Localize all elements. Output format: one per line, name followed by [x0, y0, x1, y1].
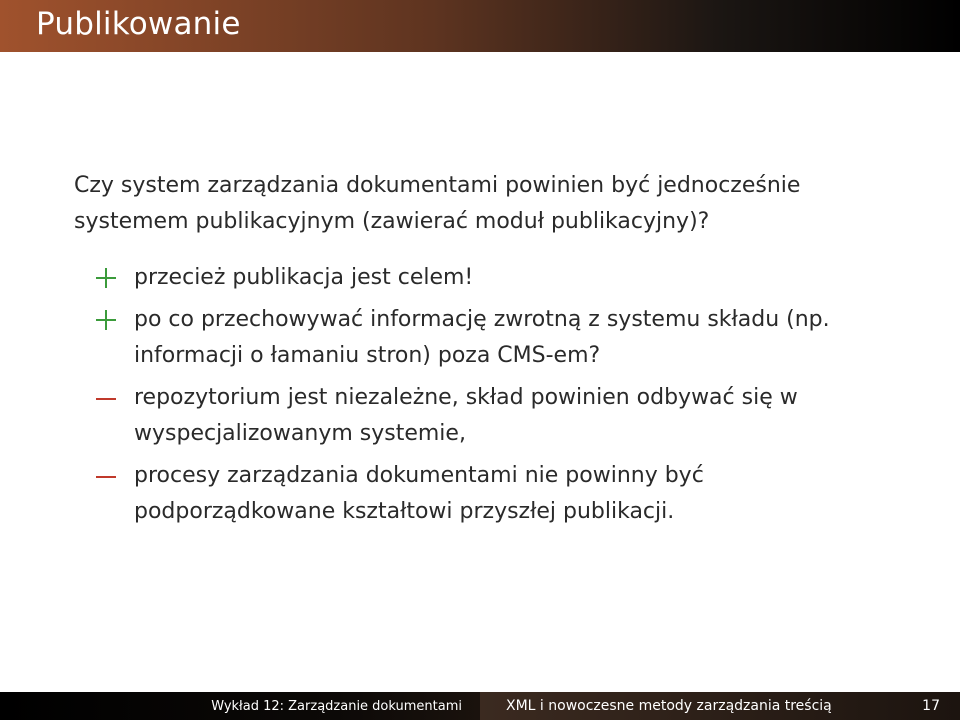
question-text: Czy system zarządzania dokumentami powinien być jednocześnie systemem publikacyjnym (zawierać moduł publikacyjny)? [74, 173, 801, 234]
minus-icon [94, 458, 118, 494]
list-item [74, 380, 874, 452]
slide-content [74, 168, 874, 536]
plus-icon [94, 302, 118, 338]
course-title: XML i nowoczesne metody zarządzania treścią [506, 698, 832, 714]
list-item [74, 458, 874, 530]
plus-icon [94, 260, 118, 296]
slide-title: Publikowanie [36, 6, 241, 42]
footer-course [480, 692, 960, 720]
list-item [74, 260, 874, 296]
argument-list [74, 260, 874, 530]
lecture-title: Wykład 12: Zarządzanie dokumentami [211, 698, 462, 714]
list-item-text: repozytorium jest niezależne, skład powinien odbywać się w wyspecjalizowanym systemie, [134, 385, 798, 446]
footer-lecture [0, 692, 480, 720]
footer [0, 692, 960, 720]
list-item-text: procesy zarządzania dokumentami nie powinny być podporządkowane kształtowi przyszłej publikacji. [134, 463, 704, 524]
list-item-text: przecież publikacja jest celem! [134, 265, 474, 290]
page-number: 17 [922, 698, 940, 714]
list-item-text: po co przechowywać informację zwrotną z systemu składu (np. informacji o łamaniu stron) poza CMS-em? [134, 307, 830, 368]
list-item [74, 302, 874, 374]
title-bar [0, 0, 960, 52]
minus-icon [94, 380, 118, 416]
